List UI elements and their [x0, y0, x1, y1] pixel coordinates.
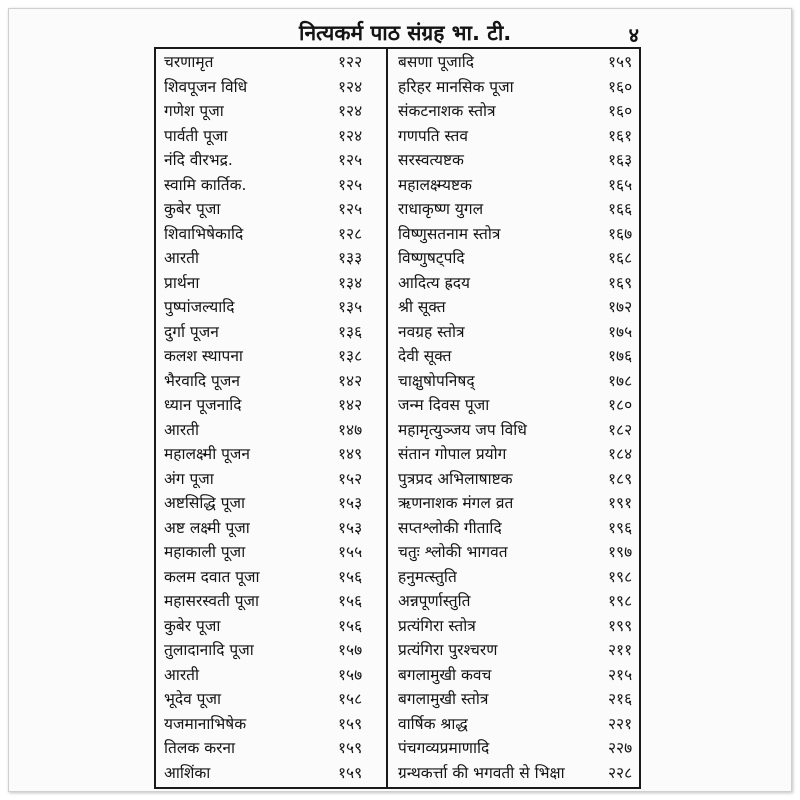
left-entry-title: यजमानाभिषेक [164, 714, 247, 733]
right-entry-page: १८९ [608, 469, 633, 488]
contents-row [156, 271, 639, 295]
right-entry-title: बगलामुखी स्तोत्र [398, 690, 489, 708]
contents-row [156, 222, 639, 246]
right-entry-title: महालक्ष्म्यष्टक [398, 175, 472, 194]
right-entry-title: नवग्रह स्तोत्र [398, 322, 465, 341]
left-entry-page: १२२ [338, 53, 363, 71]
right-entry-page: १९७ [608, 543, 633, 561]
right-entry-page: १७८ [608, 371, 633, 390]
left-entry-title: आरती [164, 420, 200, 439]
right-entry-title: चतुः श्लोकी भागवत [398, 543, 508, 561]
right-entry-page: १६१ [608, 126, 633, 145]
left-entry-title: महासरस्वती पूजा [164, 592, 260, 610]
contents-row [156, 540, 639, 564]
right-entry-page: १७६ [608, 347, 633, 365]
left-entry-title: आरती [164, 249, 200, 267]
right-entry-title: अन्नपूर्णास्तुति [398, 592, 471, 610]
left-entry-title: आरती [164, 665, 200, 684]
contents-row [156, 99, 639, 123]
left-entry-title: तिलक करना [164, 739, 236, 757]
left-entry-page: १२८ [338, 224, 363, 243]
right-entry-page: १५९ [608, 53, 633, 71]
left-entry-page: १५३ [338, 494, 363, 512]
right-entry-title: बसणा पूजादि [398, 53, 475, 71]
left-entry-page: १२५ [338, 175, 363, 194]
left-entry-title: अष्ट लक्ष्मी पूजा [164, 518, 250, 537]
left-entry-title: कुबेर पूजा [164, 616, 221, 635]
contents-row [156, 197, 639, 221]
left-entry-title: आशिंका [164, 763, 211, 782]
right-entry-title: विष्णुसतनाम स्तोत्र [398, 224, 501, 243]
contents-row [156, 148, 639, 172]
left-entry-page: १२५ [338, 200, 363, 218]
contents-row [156, 295, 639, 319]
left-entry-page: १५६ [338, 616, 363, 635]
page-number: ४ [628, 23, 639, 47]
left-entry-page: १५६ [338, 592, 363, 610]
left-entry-page: १४७ [338, 420, 363, 439]
right-entry-title: जन्म दिवस पूजा [398, 396, 490, 414]
book-page [8, 8, 792, 792]
right-entry-page: १७२ [608, 298, 633, 316]
left-entry-title: स्वामि कार्तिक. [164, 175, 247, 194]
page-header [159, 19, 639, 49]
left-entry-page: १५९ [338, 763, 363, 782]
contents-row [156, 124, 639, 148]
left-entry-title: प्रार्थना [164, 273, 200, 292]
left-entry-page: १२५ [338, 151, 363, 169]
right-entry-page: २११ [608, 641, 633, 659]
right-entry-page: १६० [608, 77, 633, 96]
right-entry-page: १६७ [608, 224, 633, 243]
right-entry-page: १७५ [608, 322, 633, 341]
right-entry-page: २२७ [608, 739, 633, 757]
right-entry-page: २२८ [608, 763, 633, 782]
right-entry-title: प्रत्यंगिरा स्तोत्र [398, 616, 476, 635]
left-entry-page: १३६ [338, 322, 363, 341]
right-entry-page: १९८ [608, 567, 633, 586]
page-title: नित्यकर्म पाठ संग्रह भा. टी. [299, 21, 512, 45]
right-entry-page: १९१ [608, 494, 633, 512]
contents-row [156, 50, 639, 74]
left-entry-page: १३३ [338, 249, 363, 267]
contents-row [156, 687, 639, 711]
right-entry-title: विष्णुषट्पदि [398, 249, 465, 267]
contents-row [156, 663, 639, 687]
right-entry-page: १९८ [608, 592, 633, 610]
right-entry-page: १८२ [608, 420, 633, 439]
right-entry-page: २१५ [608, 665, 633, 684]
left-entry-title: पार्वती पूजा [164, 126, 228, 145]
contents-row [156, 393, 639, 417]
right-entry-title: हरिहर मानसिक पूजा [398, 77, 514, 96]
left-entry-page: १५९ [338, 739, 363, 757]
right-entry-title: बगलामुखी कवच [398, 665, 492, 684]
right-entry-page: १८० [608, 396, 633, 414]
left-entry-page: १३८ [338, 347, 363, 365]
contents-row [156, 246, 639, 270]
right-entry-title: सरस्वत्यष्टक [398, 151, 464, 169]
right-entry-title: संतान गोपाल प्रयोग [398, 445, 507, 463]
right-entry-page: १६८ [608, 249, 633, 267]
left-entry-title: कलम दवात पूजा [164, 567, 260, 586]
right-entry-page: १६० [608, 102, 633, 120]
right-entry-title: पंचगव्यप्रमाणादि [398, 739, 490, 757]
left-entry-page: १३४ [338, 273, 363, 292]
contents-row [156, 736, 639, 760]
right-entry-title: महामृत्युञ्जय जप विधि [398, 420, 527, 439]
left-entry-title: अंग पूजा [164, 469, 214, 488]
right-entry-title: गणपति स्तव [398, 126, 468, 145]
contents-row [156, 565, 639, 589]
right-entry-title: देवी सूक्त [398, 347, 452, 365]
contents-row [156, 516, 639, 540]
right-entry-title: पुत्रप्रद अभिलाषाष्टक [398, 469, 513, 488]
contents-table [154, 47, 641, 789]
right-entry-title: राधाकृष्ण युगल [398, 200, 484, 218]
left-entry-page: १५६ [338, 567, 363, 586]
left-entry-page: १२४ [338, 126, 363, 145]
left-entry-title: चरणामृत [164, 53, 214, 71]
left-entry-title: दुर्गा पूजन [164, 322, 219, 341]
contents-row [156, 491, 639, 515]
right-entry-page: १६६ [608, 200, 633, 218]
left-entry-page: १२४ [338, 77, 363, 96]
right-entry-page: २२१ [608, 714, 633, 733]
right-entry-page: २१६ [608, 690, 633, 708]
right-entry-title: ग्रन्थकर्त्ता की भगवती से भिक्षा [398, 763, 565, 782]
left-entry-page: १५९ [338, 714, 363, 733]
left-entry-page: १४९ [338, 445, 363, 463]
right-entry-title: चाक्षुषोपनिषद् [398, 371, 475, 390]
left-entry-title: कुबेर पूजा [164, 200, 221, 218]
contents-row [156, 589, 639, 613]
contents-row [156, 614, 639, 638]
right-entry-page: १८४ [608, 445, 633, 463]
left-entry-page: १४२ [338, 371, 363, 390]
left-entry-title: नंदि वीरभद्र. [164, 151, 233, 169]
left-entry-title: ध्यान पूजनादि [164, 396, 242, 414]
contents-row [156, 712, 639, 736]
contents-row [156, 442, 639, 466]
contents-row [156, 369, 639, 393]
left-entry-title: गणेश पूजा [164, 102, 224, 120]
left-entry-title: तुलादानादि पूजा [164, 641, 254, 659]
contents-row [156, 173, 639, 197]
right-entry-page: १६३ [608, 151, 633, 169]
left-entry-page: १२४ [338, 102, 363, 120]
left-entry-title: महालक्ष्मी पूजन [164, 445, 251, 463]
left-entry-page: १५८ [338, 690, 363, 708]
contents-row [156, 418, 639, 442]
right-entry-title: हनुमत्स्तुति [398, 567, 457, 586]
contents-row [156, 467, 639, 491]
right-entry-title: वार्षिक श्राद्ध [398, 714, 468, 733]
right-entry-title: आदित्य ह्रदय [398, 273, 470, 292]
left-entry-title: भूदेव पूजा [164, 690, 221, 708]
left-entry-title: शिवपूजन विधि [164, 77, 248, 96]
contents-row [156, 761, 639, 785]
right-entry-page: १६९ [608, 273, 633, 292]
right-entry-title: सप्तश्लोकी गीतादि [398, 518, 502, 537]
left-entry-page: १५७ [338, 641, 363, 659]
left-entry-title: महाकाली पूजा [164, 543, 246, 561]
left-entry-page: १५७ [338, 665, 363, 684]
contents-row [156, 344, 639, 368]
right-entry-title: संकटनाशक स्तोत्र [398, 102, 496, 120]
left-entry-page: १५५ [338, 543, 363, 561]
contents-row [156, 638, 639, 662]
left-entry-page: १३५ [338, 298, 363, 316]
left-entry-title: पुष्पांजल्यादि [164, 298, 235, 316]
contents-row [156, 320, 639, 344]
left-entry-page: १५२ [338, 469, 363, 488]
right-entry-title: श्री सूक्त [398, 298, 446, 316]
left-entry-title: अष्टसिद्धि पूजा [164, 494, 246, 512]
left-entry-title: भैरवादि पूजन [164, 371, 240, 390]
left-entry-page: १४२ [338, 396, 363, 414]
right-entry-page: १९६ [608, 518, 633, 537]
right-entry-page: १९९ [608, 616, 633, 635]
contents-row [156, 75, 639, 99]
right-entry-title: ऋणनाशक मंगल व्रत [398, 494, 514, 512]
left-entry-page: १५३ [338, 518, 363, 537]
right-entry-page: १६५ [608, 175, 633, 194]
right-entry-title: प्रत्यंगिरा पुरश्चरण [398, 641, 498, 659]
left-entry-title: शिवाभिषेकादि [164, 224, 244, 243]
left-entry-title: कलश स्थापना [164, 347, 243, 365]
